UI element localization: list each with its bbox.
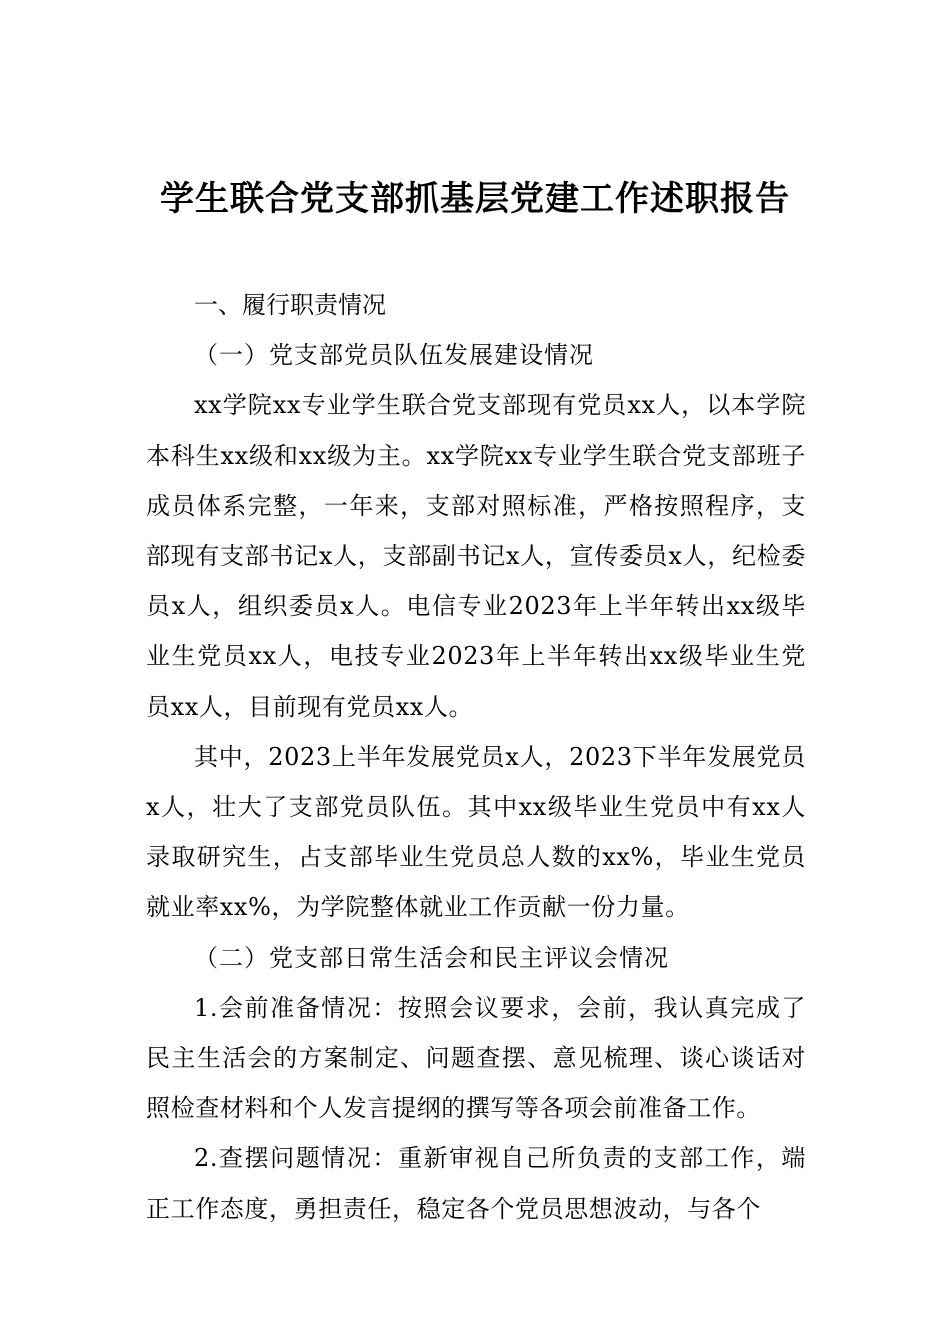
section-heading-1: 一、履行职责情况 (194, 291, 386, 319)
subsection-heading-2: （二）党支部日常生活会和民主评议会情况 (194, 943, 669, 972)
subsection-heading-1: （一）党支部党员队伍发展建设情况 (194, 341, 594, 370)
paragraph-2: 其中，2023上半年发展党员x人，2023下半年发展党员x人，壮大了支部党员队伍。其中xx级毕业生党员中有xx人录取研究生，占支部毕业生党员总人数的xx%，毕业生党员就业率xx%，为学院整体就业工作贡献一份力量。 (146, 742, 806, 922)
paragraph-1: xx学院xx专业学生联合党支部现有党员xx人，以本学院本科生xx级和xx级为主。xx学院xx专业学生联合党支部班子成员体系完整，一年来，支部对照标准，严格按照程序，支部现有支部书记x人，支部副书记x人，宣传委员x人，纪检委员x人，组织委员x人。电信专业2023年上半年转出xx级毕业生党员xx人，电技专业2023年上半年转出xx级毕业生党员xx人，目前现有党员xx人。 (146, 391, 806, 721)
document-title: 学生联合党支部抓基层党建工作述职报告 (160, 179, 790, 219)
paragraph-4: 2.查摆问题情况：重新审视自己所负责的支部工作，端正工作态度，勇担责任，稳定各个党员思想波动，与各个 (146, 1144, 806, 1223)
document-body (146, 280, 806, 1234)
paragraph-3: 1.会前准备情况：按照会议要求，会前，我认真完成了民主生活会的方案制定、问题查摆、意见梳理、谈心谈话对照检查材料和个人发言提纲的撰写等各项会前准备工作。 (146, 993, 806, 1123)
